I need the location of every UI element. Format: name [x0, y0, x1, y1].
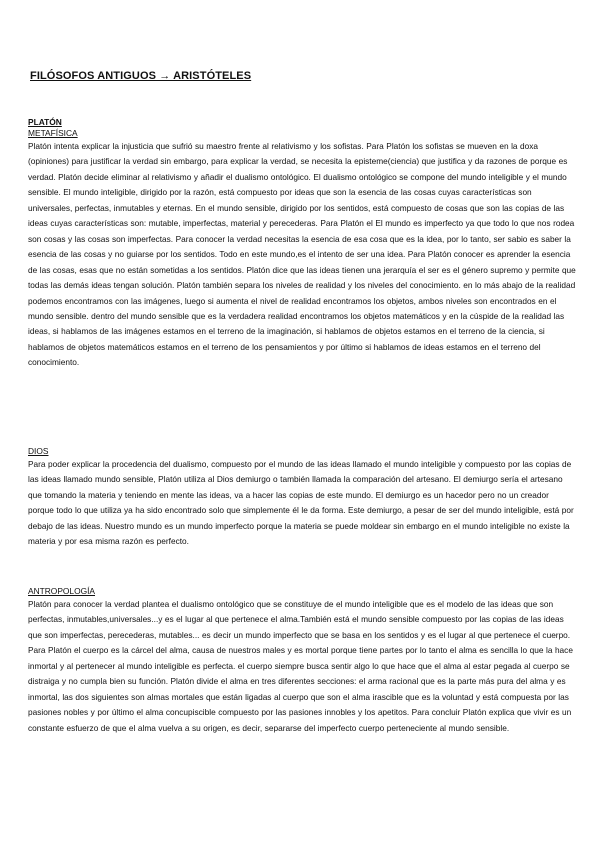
paragraph-dios: Para poder explicar la procedencia del dualismo, compuesto por el mundo de las ideas llamado el mundo inteligible y compuesto por las copias de las ideas llamado mundo sensible, Platón utiliza al Dios demiurgo o también llamada la comparación del artesano. El demiurgo sería el artesano que tomando la materia y teniendo en mente las ideas, va a hacer las copias de este mundo. El demiurgo es un hacedor pero no un creador porque todo lo que utiliza ya ha sido encontrado solo que simplemente él le da forma. Este demiurgo, a pesar de ser del mundo inteligible, está por debajo de las ideas. Nuestro mundo es un mundo imperfecto porque la materia se puede moldear sin embargo en el mundo inteligible no existe la materia y por esa misma razón es perfecto.: [28, 459, 574, 547]
document-title: FILÓSOFOS ANTIGUOS → ARISTÓTELES: [30, 70, 252, 82]
section-heading-dios: DIOS: [28, 446, 49, 456]
section-platon: [28, 117, 576, 371]
section-dios: [28, 446, 576, 550]
subheading-metafisica: METAFÍSICA: [28, 128, 78, 138]
paragraph-metafisica: Platón intenta explicar la injusticia que sufrió su maestro frente al relativismo y los sofistas. Para Platón los sofistas se mueven en la doxa (opiniones) para justificar la verdad sin embargo, para explicar la verdad, se necesita la episteme(ciencia) que justifica y da razones de porque es verdad. Platón decide eliminar al relativismo y añadir el dualismo ontológico. El dualismo ontológico se compone del mundo inteligible y el mundo sensible. El mundo inteligible, dirigido por la razón, está compuesto por ideas que son la esencia de las cosas cuyas características son universales, perfectas, inmutables y eternas. En el mundo sensible, dirigido por los sentidos, está compuesto de cosas que son las copias de las ideas cuyas características son: mutable, imperfectas, material y perecederas. Para Platón el El mundo es imperfecto ya que todo lo que nos rodea son cosas y las cosas son imperfectas. Para conocer la verdad necesitas la esencia de esa cosa que es la idea, por lo tanto, ser sabio es saber la esencia de las cosas y no guiarse por los sentidos. Todo en este mundo,es el intento de ser una idea. Para Platón conocer es aprender la esencia de las cosas, esas que no están sometidas a los sentidos. Platón dice que las ideas tienen una jerarquía el ser es el género supremo y permite que todas las demás ideas tengan solución. Platón también separa los niveles de realidad y los niveles del conocimiento. en lo más abajo de la realidad podemos encontramos con las imágenes, luego si aumenta el nivel de realidad encontramos los objetos, ambos niveles son encontrados en el mundo sensible. dentro del mundo sensible que es la verdadera realidad encontramos los objetos matemáticos y en la cúspide de la realidad las ideas, si hablamos de las imágenes estamos en el terreno de la imaginación, si hablamos de objetos estamos en el terreno de la ciencia, si hablamos de objetos matemáticos estamos en el terreno de los pensamientos y por último si hablamos de ideas estamos en el terreno del conocimiento.: [28, 141, 576, 368]
section-antropologia: [28, 586, 576, 736]
section-heading-platon: PLATÓN: [28, 117, 62, 127]
section-heading-antropologia: ANTROPOLOGÍA: [28, 586, 96, 596]
paragraph-antropologia: Platón para conocer la verdad plantea el dualismo ontológico que se constituye de el mundo inteligible que es el modelo de las ideas que son perfectas, inmutables,universales...y es el lugar al que pertenece el alma.También está el mundo sensible compuesto por las copias de las ideas que son imperfectas, perecederas, mutables... es decir un mundo imperfecto que se basa en los sentidos y es el lugar al que pertenece el cuerpo. Para Platón el cuerpo es la cárcel del alma, causa de nuestros males y es mortal porque tiene partes por lo tanto el alma es sencilla lo que la hace inmortal y al pertenecer al mundo inteligible es perfecta. el cuerpo siempre busca sentir algo lo que hace que el alma al estar pegada al cuerpo se distraiga y no cumpla bien su función. Platón divide el alma en tres diferentes secciones: el arma racional que es la parte más pura del alma y es inmortal, las dos siguientes son almas mortales que están ligadas al cuerpo que son el alma irascible que es la voluntad y está compuesta por las pasiones nobles y por último el alma concupiscible compuesto por las pasiones innobles y los apetitos. Para concluir Platón explica que vivir es un constante esfuerzo de que el alma vuelva a su origen, es decir, separarse del imperfecto cuerpo perteneciente al mundo sensible.: [28, 599, 573, 733]
